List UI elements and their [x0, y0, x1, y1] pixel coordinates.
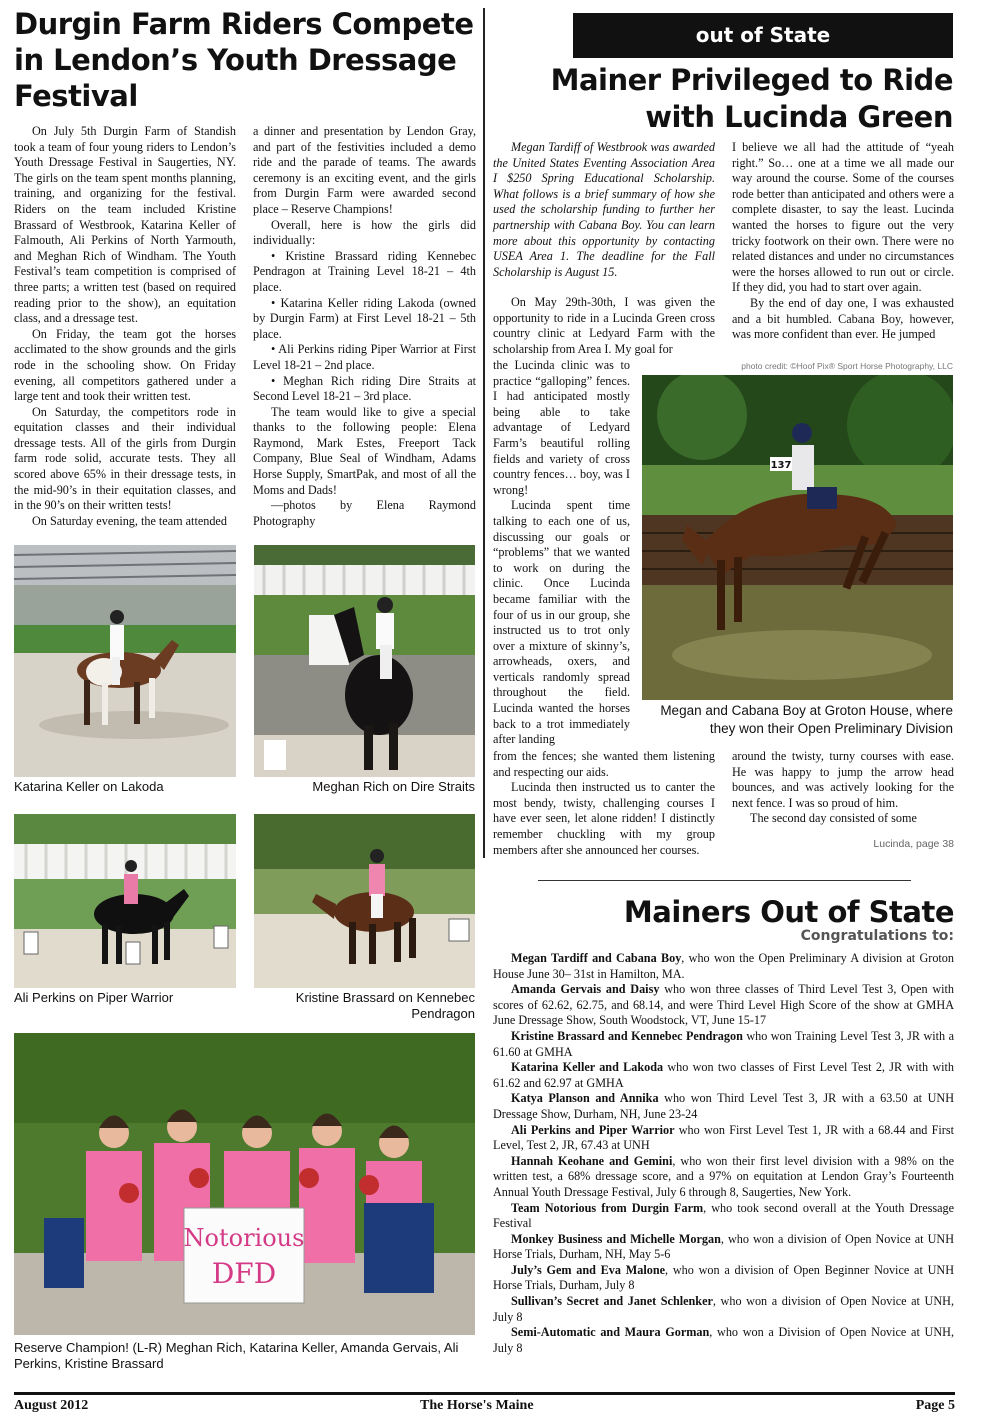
right-article-col-2-bottom [732, 749, 954, 827]
photo-brassard-pendragon [254, 814, 475, 988]
congrats-list-item [493, 1232, 954, 1263]
caption-line-2: they won their Open Preliminary Division [709, 721, 953, 736]
right-article-col-1-narrow [493, 358, 630, 748]
paragraph: On July 5th Durgin Farm of Standish took a team of four young riders to Lendon’s Youth Dressage Festival in Saugerties, NY. The girls on the team spent months planning, training, and organizing for the festival. Riders on the team included Kristine Brassard of Westbrook, Katarina Keller of Falmouth, Ali Perkins of North Yarmouth, and Meghan Rich of Windham. The Youth Festival’s team competition is comprised of three parts; a written test (based on required reading prior to the show), an equitation class, and a dressage test. [14, 124, 236, 326]
congrats-item-text: , who won a Division of Open Novice at UNH, July 8 [493, 1325, 954, 1355]
congrats-item-text: , who won a division of Open Beginner Novice at UNH Horse Trials, Durham, July 8 [493, 1262, 954, 1293]
photo-rich-dire-straits [254, 545, 475, 777]
congrats-item-text: who won Third Level Test 3, JR with a 63.50 at UNH Dressage Show, Durham, NH, June 23-24 [493, 1091, 954, 1121]
right-headline [493, 62, 953, 136]
section-banner: out of State [573, 13, 953, 58]
footer-rule [14, 1392, 955, 1395]
congrats-item-text: , who won a division of Open Novice at UNH Horse Trials, Durham, NH, May 5-6 [493, 1231, 955, 1262]
congrats-list-item [493, 951, 954, 982]
congrats-item-name: Megan Tardiff and Cabana Boy [511, 951, 682, 965]
left-headline [14, 6, 480, 114]
congrats-item-text: who won First Level Test 1, JR with a 68.44 and First Level, Test 2, JR, 67.43 at UNH [493, 1122, 954, 1153]
result-item: • Ali Perkins riding Piper Warrior at First Level 18-21 – 2nd place. [253, 342, 476, 372]
congrats-item-text: , who won a division of Open Novice at UNH, July 8 [493, 1294, 954, 1324]
caption-brassard: Kristine Brassard on Kennebec Pendragon [295, 990, 475, 1021]
left-headline-line-2: in Lendon’s Youth Dressage [14, 43, 457, 77]
result-item: • Kristine Brassard riding Kennebec Pendragon at Training Level 18-21 – 4th place. [253, 248, 476, 294]
congrats-item-name: July’s Gem and Eva Malone [511, 1262, 666, 1277]
bib-number: 137 [770, 460, 792, 471]
paragraph: the Lucinda clinic was to practice “galloping” fences. I had anticipated mostly being able to take advantage of Ledyard Farm’s beautiful rolling fields and variety of cross country fences… boy, was I wrong! [493, 358, 630, 497]
right-article-col-2-top [732, 140, 954, 343]
congrats-item-name: Amanda Gervais and Daisy [511, 982, 660, 997]
congrats-list-item [493, 1263, 954, 1294]
paragraph: On Saturday evening, the team attended [32, 513, 227, 528]
caption-perkins: Ali Perkins on Piper Warrior [14, 990, 174, 1005]
intro-paragraph: Megan Tardiff of Westbrook was awarded the United States Eventing Association Area I $250 Spring Educational Scholarship. What follows is a brief summary of how she used the scholarship funding to further her partnership with Cabana Boy. You can learn more about this opportunity by contacting USEA Area 1. The deadline for the Fall Scholarship is August 15. [493, 140, 715, 279]
congrats-item-text: who won Training Level Test 3, JR with a 61.60 at GMHA [493, 1028, 954, 1059]
sign-text-line-2: DFD [211, 1257, 277, 1290]
photo-reserve-champion-team [14, 1033, 475, 1335]
continued-line: Lucinda, page 38 [873, 838, 954, 850]
result-item: • Katarina Keller riding Lakoda (owned by Durgin Farm) at First Level 18-21 – 5th place. [253, 295, 476, 341]
result-item: • Meghan Rich riding Dire Straits at Second Level 18-21 – 3rd place. [253, 373, 476, 404]
photo-cabana-boy-groton [642, 375, 953, 700]
footer-date: August 2012 [14, 1398, 89, 1413]
congrats-list-item [493, 1123, 954, 1154]
congrats-item-name: Katya Planson and Annika [511, 1091, 659, 1106]
paragraph: On Friday, the team got the horses acclimated to the show grounds and the girls rode in the schooling show. On Friday evening, all competitors gathered under a large tent and took their written test. [14, 326, 236, 404]
right-article-intro [493, 140, 715, 280]
paragraph: On Saturday, the competitors rode in equitation classes and their individual dressage tests. All of the girls from Durgin farm rode solid, accurate tests. They all scored above 65% in their dressage tests, in the mid-90’s in their equitation classes, and in the 90’s on their written tests! [14, 404, 236, 513]
photo-perkins-piper-warrior [14, 814, 236, 988]
paragraph: I believe we all had the attitude of “yeah right.” So… one at a time we all made our way around the course. Some of the courses rode better than anticipated and others were a complete disaster, to say the least. Lucinda wanted the horses to figure out the very tricky footwork on their own. There were no related distances and under no circumstances were the horses allowed to run out or circle. If they did, you had to start over again. [732, 140, 954, 295]
right-article-col-1-top [493, 295, 715, 357]
congrats-item-name: Monkey Business and Michelle Morgan [511, 1231, 721, 1246]
paragraph: The second day consisted of some [750, 811, 917, 826]
paragraph: Lucinda then instructed us to canter the most bendy, twisty, challenging courses I have ever seen, let alone ridden! I distinctly remember chuckling with my group members after she announced her courses. [493, 780, 715, 857]
caption-group: Reserve Champion! (L-R) Meghan Rich, Katarina Keller, Amanda Gervais, Ali Perkins, Kristine Brassard [14, 1340, 459, 1371]
congrats-list-item [493, 1325, 954, 1356]
congrats-list-item [493, 1154, 954, 1201]
congrats-list-item [493, 1294, 954, 1325]
congrats-item-name: Semi-Automatic and Maura Gorman [511, 1325, 710, 1340]
congrats-item-text: , who took second overall at the Youth Dressage Festival [493, 1200, 955, 1231]
footer-publication: The Horse's Maine [420, 1398, 534, 1413]
page-footer [14, 1398, 955, 1416]
sign-text-line-1: Notorious [183, 1224, 305, 1252]
left-headline-line-1: Durgin Farm Riders Compete [14, 7, 474, 41]
photo-credit: photo credit: ©Hoof Pix® Sport Horse Photography, LLC [741, 361, 953, 371]
congrats-item-text: who won three classes of Third Level Test 3, Open with scores of 62.62, 62.75, and 68.14, and were Third Level High Score of the show at GMHA June Dressage Show, South Woodstock, VT, June 15-17 [493, 982, 955, 1028]
section-divider [538, 880, 911, 881]
congrats-list-item [493, 1060, 954, 1091]
right-headline-line-2: with Lucinda Green [645, 100, 953, 134]
photo-credit-line: —photos by Elena Raymond Photography [253, 498, 476, 528]
paragraph: from the fences; she wanted them listening and respecting our aids. [493, 749, 715, 779]
congrats-item-name: Hannah Keohane and Gemini [511, 1153, 673, 1168]
left-article-col-2 [253, 124, 476, 529]
paragraph: By the end of day one, I was exhausted and a bit humbled. Cabana Boy, however, was more confident than ever. He jumped [732, 295, 954, 342]
caption-rich: Meghan Rich on Dire Straits [312, 779, 475, 794]
mainers-subhead: Congratulations to: [800, 928, 954, 944]
caption-keller: Katarina Keller on Lakoda [14, 779, 164, 794]
paragraph: The team would like to give a special thanks to the following people: Elena Raymond, Mark Estes, Freeport Tack Company, Blue Seal of Windham, Adams Horse Supply, SmartPak, and most of all the Moms and Dads! [253, 404, 476, 497]
congrats-item-name: Ali Perkins and Piper Warrior [511, 1122, 675, 1137]
caption-line-1: Megan and Cabana Boy at Groton House, where [660, 703, 953, 718]
congrats-list-item [493, 1029, 954, 1060]
caption-cabana-boy [642, 702, 953, 738]
congrats-item-name: Team Notorious from Durgin Farm [511, 1200, 704, 1215]
congrats-item-name: Katarina Keller and Lakoda [511, 1060, 664, 1075]
footer-page-number: Page 5 [915, 1398, 955, 1413]
paragraph: Overall, here is how the girls did individually: [253, 217, 476, 248]
paragraph: On May 29th-30th, I was given the opportunity to ride in a Lucinda Green cross country clinic at Ledyard Farm with the scholarship from Area I. My goal for [493, 295, 715, 356]
congrats-list-item [493, 1091, 954, 1122]
mainers-headline: Mainers Out of State [623, 895, 954, 929]
paragraph: around the twisty, turny courses with ease. He was happy to jump the arrow head bounces, and was actively looking for the next fence. I was so proud of him. [732, 749, 954, 810]
column-divider [483, 8, 485, 858]
right-headline-line-1: Mainer Privileged to Ride [550, 63, 953, 97]
congrats-item-name: Sullivan’s Secret and Janet Schlenker [511, 1294, 713, 1309]
congrats-list-item [493, 982, 954, 1029]
paragraph: Lucinda spent time talking to each one of us, discussing our goals or “problems” that we wanted to work on during the clinic. Once Lucinda became familiar with the four of us in our group, she instructed us to trot only over a mixture of skinny’s, arrowheads, oxers, and verticals randomly spread throughout the field. Lucinda wanted the horses back to a trot immediately after landing [493, 498, 630, 747]
left-article-col-1 [14, 124, 236, 529]
congrats-item-text: , who won the Open Preliminary A division at Groton House June 30– 31st in Hamilton, MA. [493, 951, 954, 981]
paragraph: a dinner and presentation by Lendon Gray, and part of the festivities included a demo ride and the parade of teams. The awards ceremony is an exciting event, and the girls from Durgin Farm were awarded second place – Reserve Champions! [253, 124, 476, 216]
right-article-col-1-bottom [493, 749, 715, 858]
congrats-item-text: who won two classes of First Level Test 2, JR with with 61.62 and 62.97 at GMHA [493, 1060, 954, 1090]
congrats-list-item [493, 1201, 954, 1232]
congrats-item-text: , who won their first level division with a 98% on the written test, a 68% dressage score, and a 97% on equitation at Lendon Gray’s Fourteenth Annual Youth Dressage Festival, July 6 through 8, Saugerties, New York. [493, 1153, 954, 1199]
congrats-item-name: Kristine Brassard and Kennebec Pendragon [511, 1028, 743, 1043]
mainers-list [493, 951, 954, 1356]
left-headline-line-3: Festival [14, 79, 138, 113]
photo-keller-lakoda [14, 545, 236, 777]
